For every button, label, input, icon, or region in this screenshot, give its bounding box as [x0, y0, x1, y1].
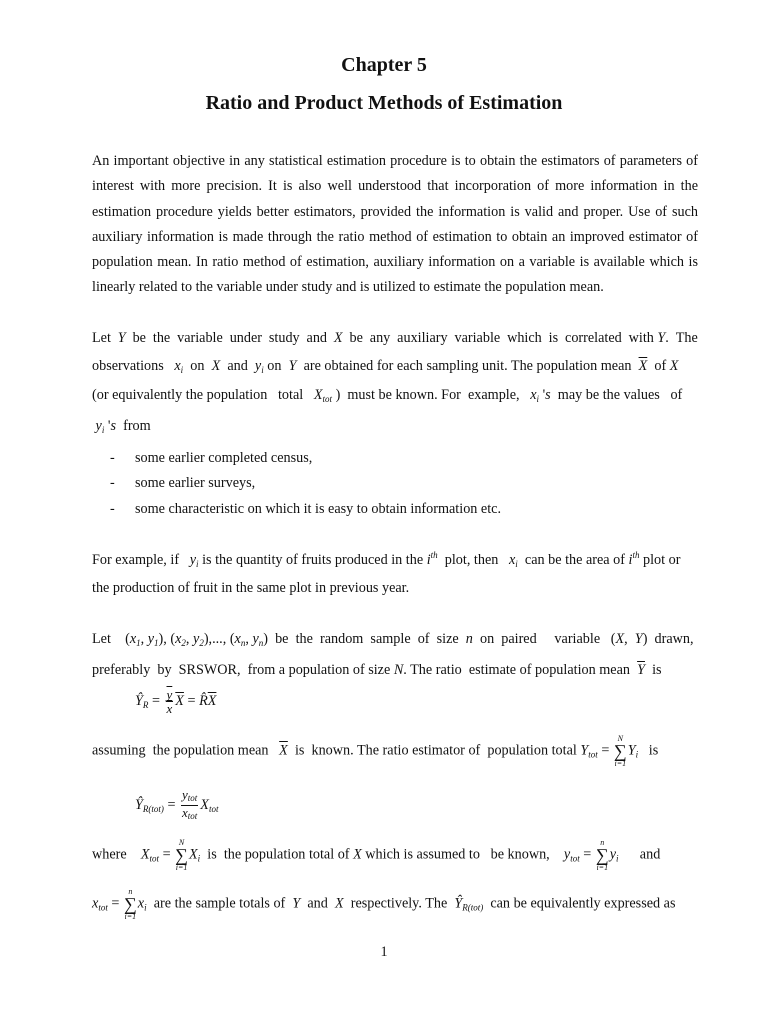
equation-ratio-total: $Ŷ_{R(tot)}$ = $\frac{y_{tot}}{x_{tot}}$ $X_{tot}$	[135, 787, 219, 821]
text-line-assuming: assuming the population mean $\overline{X}$ is known. The ratio estimator of population total $Y_{tot}$ = N ∑ i=1 $Y_i$ is	[92, 734, 659, 768]
text-line-let-y: Let Y be the variable under study and X be any auxiliary variable which is correlated with Y. The	[92, 330, 698, 346]
text-line-equivalently: (or equivalently the population total $X_{tot}$ ) must be known. For example, $x_i$ 's may be the values of	[92, 387, 683, 404]
source-list	[110, 446, 501, 522]
chapter-title: Ratio and Product Methods of Estimation	[205, 92, 563, 114]
text-line-production: the production of fruit in the same plot in previous year.	[92, 580, 410, 596]
list-item: - some characteristic on which it is easy to obtain information etc.	[110, 497, 501, 522]
text-line-where: where $X_{tot}$ = N ∑ i=1 $X_i$ is the population total of X which is assumed to be known, $y_{tot}$ = n ∑ i=1 $y_i$ and	[92, 838, 661, 872]
text-line-srswor: preferably by SRSWOR, from a population of size N. The ratio estimate of population mean $\overline{Y}$ is	[92, 662, 662, 678]
text-line-sample-totals: $x_{tot}$ = n ∑ i=1 $x_i$ are the sample totals of Y and X respectively. The $Ŷ_{R(tot)}$ can be equivalently expressed as	[92, 887, 676, 921]
list-item: - some earlier surveys,	[110, 471, 501, 496]
text-line-random-sample: Let ($x_1$, $y_1$), ($x_2$, $y_2$),..., ($x_n$, $y_n$) be the random sample of size n on paired variable (X, Y) drawn,	[92, 631, 694, 648]
page-number: 1	[380, 944, 388, 960]
text-line-observations: observations $x_i$ on X and $y_i$ on Y are obtained for each sampling unit. The population mean $\overline{X}$ of X	[92, 358, 679, 375]
text-line-yi-from: $y_i$ 's from	[95, 418, 151, 435]
chapter-heading: Chapter 5	[341, 54, 427, 76]
intro-paragraph: An important objective in any statistical estimation procedure is to obtain the estimators of parameters of interest with more precision. It is also well understood that incorporation of more information in the estimation procedure yields better estimators, provided the information is valid and proper. Use of such auxiliary information is made through the ratio method of estimation to obtain an improved estimator of population mean. In ratio method of estimation, auxiliary information on a variable is available which is linearly related to the variable under study and is utilized to estimate the population mean.	[92, 153, 698, 296]
text-line-fruits: For example, if $y_i$ is the quantity of fruits produced in the $i^{th}$ plot, then $x_i$ can be the area of $i^{th}$ plot or	[92, 550, 681, 569]
equation-ratio-estimator: $Ŷ_R$ = $\frac{\overline{y}}{x}$ $\overline{X}$ = $R̂\overline{X}$	[135, 687, 217, 716]
list-item: - some earlier completed census,	[110, 446, 501, 471]
